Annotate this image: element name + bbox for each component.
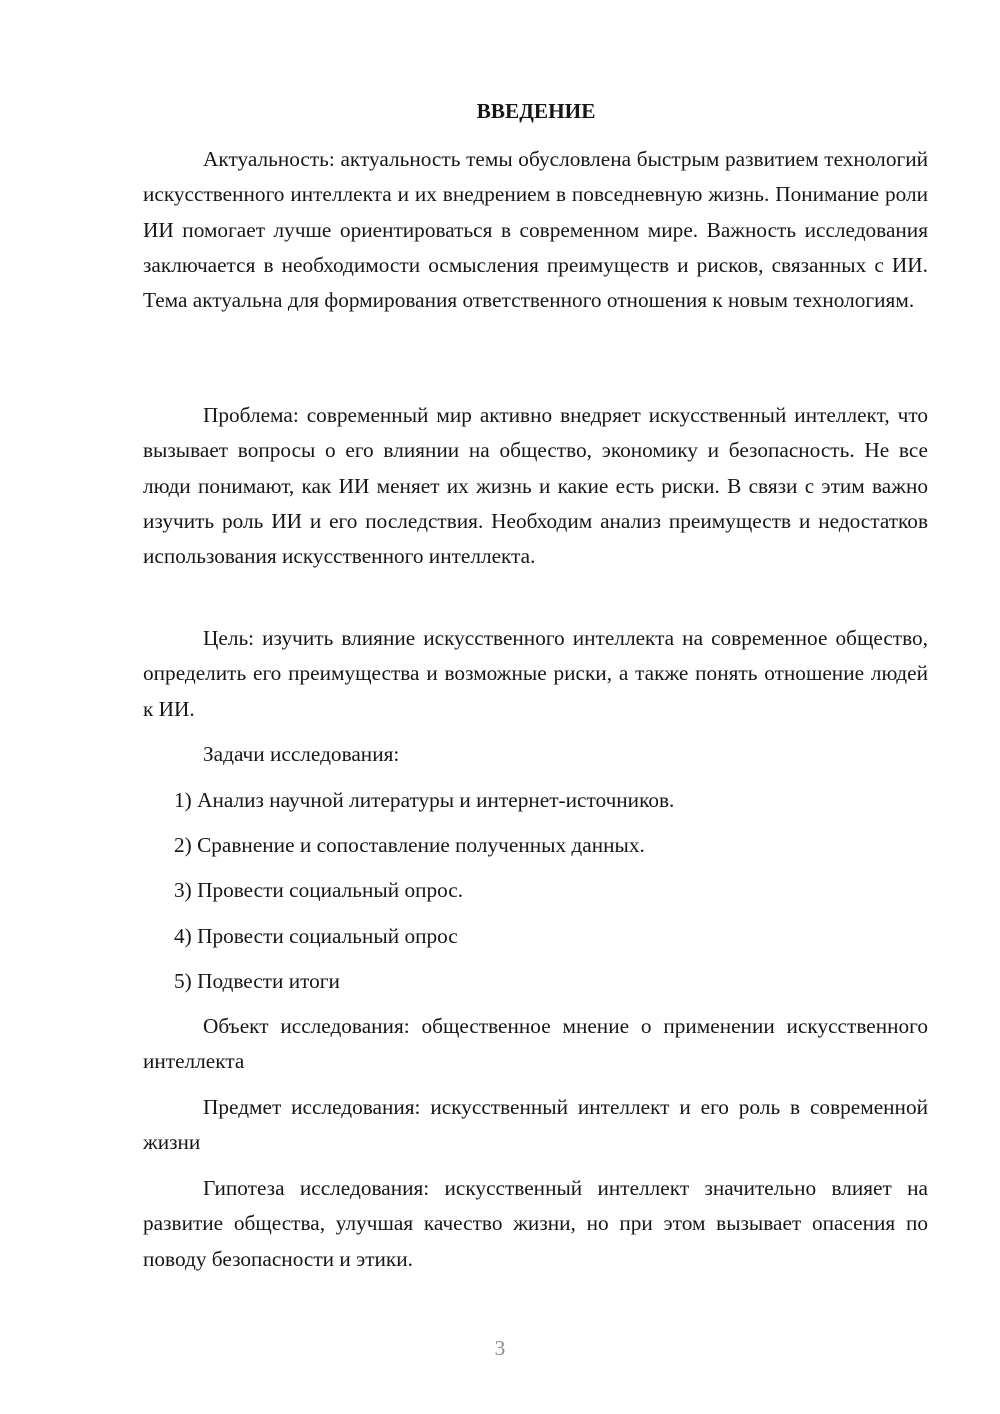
section-title: ВВЕДЕНИЕ xyxy=(476,99,596,123)
task-item-5: 5) Подвести итоги xyxy=(174,969,340,993)
task-item-1: 1) Анализ научной литературы и интернет-источников. xyxy=(174,788,675,812)
task-item-4: 4) Провести социальный опрос xyxy=(174,924,458,948)
goal-paragraph: Цель: изучить влияние искусственного интеллекта на современное общество, определить его преимущества и возможные риски, а также понять отношение людей к ИИ. xyxy=(143,626,928,721)
page-number: 3 xyxy=(494,1336,506,1360)
tasks-heading: Задачи исследования: xyxy=(203,742,400,766)
problem-paragraph: Проблема: современный мир активно внедряет искусственный интеллект, что вызывает вопросы о его влиянии на общество, экономику и безопасность. Не все люди понимают, как ИИ меняет их жизнь и какие есть риски. В связи с этим важно изучить роль ИИ и его последствия. Необходим анализ преимуществ и недостатков использования искусственного интеллекта. xyxy=(143,403,928,569)
relevance-paragraph: Актуальность: актуальность темы обусловлена быстрым развитием технологий искусственного интеллекта и их внедрением в повседневную жизнь. Понимание роли ИИ помогает лучше ориентироваться в современном мире. Важность исследования заключается в необходимости осмысления преимуществ и рисков, связанных с ИИ. Тема актуальна для формирования ответственного отношения к новым технологиям. xyxy=(143,147,928,313)
hypothesis-paragraph: Гипотеза исследования: искусственный интеллект значительно влияет на развитие общества, улучшая качество жизни, но при этом вызывает опасения по поводу безопасности и этики. xyxy=(143,1176,928,1271)
task-item-2: 2) Сравнение и сопоставление полученных данных. xyxy=(174,833,645,857)
object-paragraph: Объект исследования: общественное мнение о применении искусственного интеллекта xyxy=(143,1014,928,1074)
task-item-3: 3) Провести социальный опрос. xyxy=(174,878,464,902)
subject-paragraph: Предмет исследования: искусственный интеллект и его роль в современной жизни xyxy=(143,1095,928,1155)
